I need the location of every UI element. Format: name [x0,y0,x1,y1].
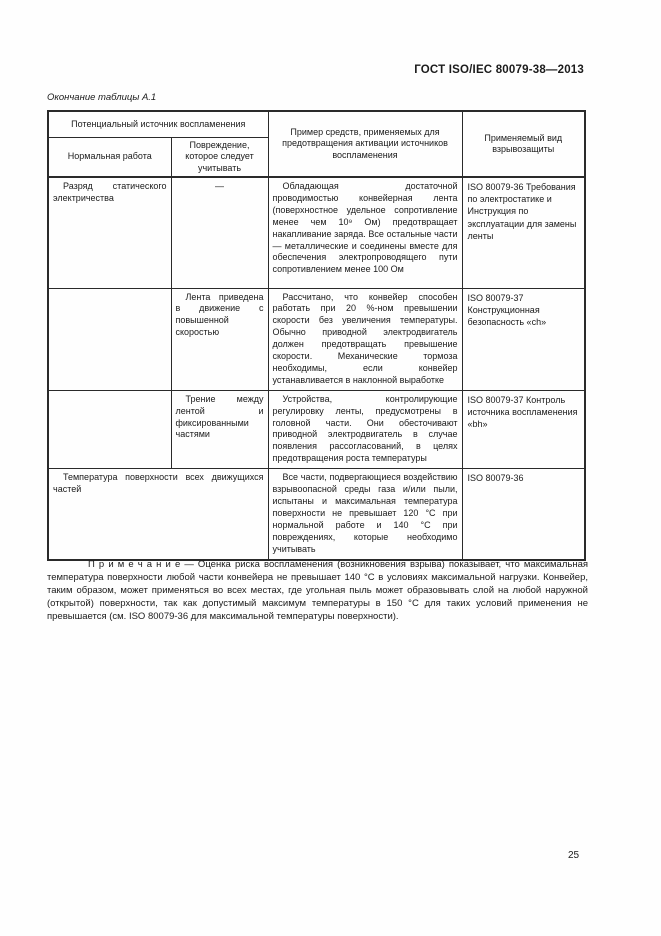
table-header [48,111,585,177]
cell-malfunction: Трение между лентой и фиксированными частями [171,390,268,468]
page-number: 25 [568,850,580,861]
doc-header: ГОСТ ISO/IEC 80079-38—2013 [414,64,584,76]
table-row-belt-friction [48,390,585,468]
table-note: П р и м е ч а н и е — Оценка риска воспламенения (возникновения взрыва) показывает, что максимальная температура поверхности любой части конвейера не превышает 140 °С в условиях максимальной нагрузки. Конвейер, таким образом, может применяться во всех местах, где угольная пыль может образовывать слой на любой наружной (открытой) поверхности, так как допустимый максимум температуры в 150 °С для таких условий применения не превышается (см. ISO 80079-36 для максимальной температуры поверхности). [47,559,588,622]
table-caption: Окончание таблицы А.1 [47,92,157,103]
cell-malfunction: — [171,177,268,288]
cell-means: Устройства, контролирующие регулировку ленты, предусмотрены в головной части. Они обесточивают приводной электродвигатель в случае появления рассогласований, в целях предотвращения роста температуры [268,390,462,468]
cell-protection: ISO 80079-36 Требования по электростатике и Инструкция по эксплуатации для замены ленты [462,177,585,288]
cell-means: Обладающая достаточной проводимостью конвейерная лента (поверхностное удельное сопротивление менее чем 10⁹ Ом) предотвращает накапливание заряда. Все остальные части — металлические и соединены вместе для обеспечения электропроводящего пути сопротивлением менее 100 Ом [268,177,462,288]
header-potential-ignition-source: Потенциальный источник воспламенения [48,111,268,137]
table-row-static-discharge [48,177,585,288]
header-means-example: Пример средств, применяемых для предотвращения активации источников воспламенения [268,111,462,177]
header-protection-type: Применяемый вид взрывозащиты [462,111,585,177]
cell-means: Рассчитано, что конвейер способен работать при 20 %-ном превышении скорости без увеличения температуры. Обычно приводной электродвигатель должен предотвращать превышение скорости. Механические тормоза необходимы, если конвейер устанавливается в наклонной выработке [268,288,462,390]
cell-normal-operation-empty [48,288,171,390]
header-normal-operation: Нормальная работа [48,137,171,177]
cell-normal-operation-empty [48,390,171,468]
cell-normal-operation: Разряд статического электричества [48,177,171,288]
table-row-belt-overspeed [48,288,585,390]
cell-source-full-width: Температура поверхности всех движущихся частей [48,469,268,560]
ignition-sources-table [47,110,586,561]
table-row-surface-temperature [48,469,585,560]
cell-protection: ISO 80079-37 Конструкционная безопасность «ch» [462,288,585,390]
cell-means: Все части, подвергающиеся воздействию взрывоопасной среды газа и/или пыли, испытаны и максимальная температура поверхности не превышает 120 °С при нормальной работе и 140 °С при повреждениях, которые необходимо учитывать [268,469,462,560]
cell-malfunction: Лента приведена в движение с повышенной скоростью [171,288,268,390]
cell-protection: ISO 80079-36 [462,469,585,560]
header-malfunction: Повреждение, которое следует учитывать [171,137,268,177]
cell-protection: ISO 80079-37 Контроль источника воспламенения «bh» [462,390,585,468]
